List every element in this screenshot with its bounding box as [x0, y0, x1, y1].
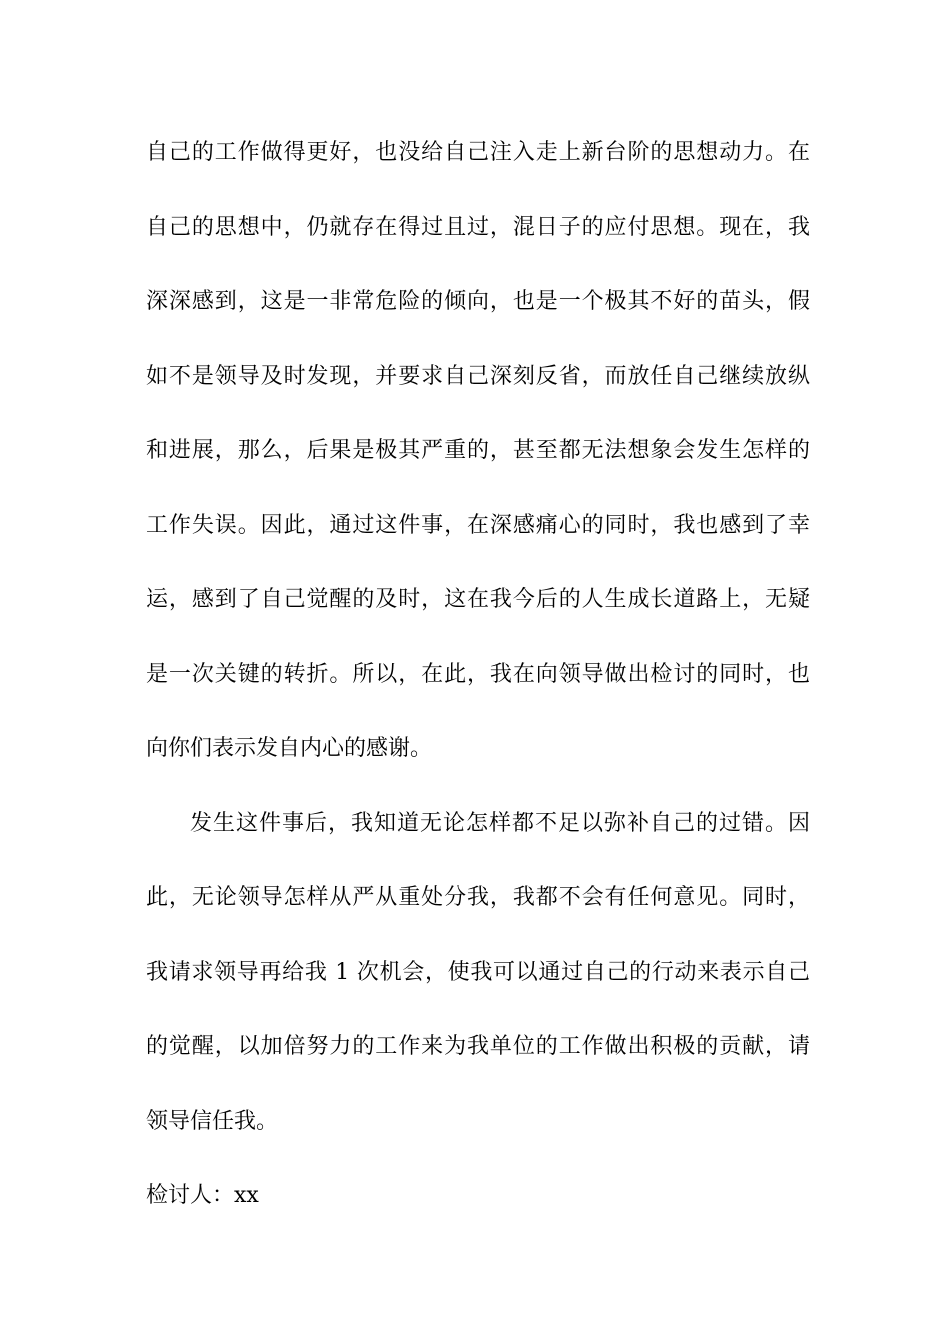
paragraph-2-line-3: 我请求领导再给我 1 次机会，使我可以通过自己的行动来表示自己 [146, 960, 810, 985]
paragraph-1-line-4: 如不是领导及时发现，并要求自己深刻反省，而放任自己继续放纵 [146, 364, 810, 389]
paragraph-2-line-4: 的觉醒，以加倍努力的工作来为我单位的工作做出积极的贡献，请 [146, 1034, 810, 1059]
paragraph-1-line-7: 运，感到了自己觉醒的及时，这在我今后的人生成长道路上，无疑 [146, 587, 810, 612]
paragraph-1-line-3: 深深感到，这是一非常危险的倾向，也是一个极其不好的苗头，假 [146, 289, 810, 314]
paragraph-1-line-9: 向你们表示发自内心的感谢。 [146, 736, 433, 761]
paragraph-1-line-1: 自己的工作做得更好，也没给自己注入走上新台阶的思想动力。在 [146, 140, 810, 165]
signature: 检讨人：xx [146, 1183, 259, 1208]
paragraph-2-line-5: 领导信任我。 [146, 1109, 279, 1134]
paragraph-2-line-1: 发生这件事后，我知道无论怎样都不足以弥补自己的过错。因 [190, 811, 810, 836]
paragraph-1-line-2: 自己的思想中，仍就存在得过且过，混日子的应付思想。现在，我 [146, 215, 810, 240]
paragraph-2-line-2: 此，无论领导怎样从严从重处分我，我都不会有任何意见。同时， [146, 885, 810, 910]
paragraph-1-line-8: 是一次关键的转折。所以，在此，我在向领导做出检讨的同时，也 [146, 662, 810, 687]
paragraph-1-line-6: 工作失误。因此，通过这件事，在深感痛心的同时，我也感到了幸 [146, 513, 810, 538]
paragraph-1-line-5: 和进展，那么，后果是极其严重的，甚至都无法想象会发生怎样的 [146, 438, 810, 463]
